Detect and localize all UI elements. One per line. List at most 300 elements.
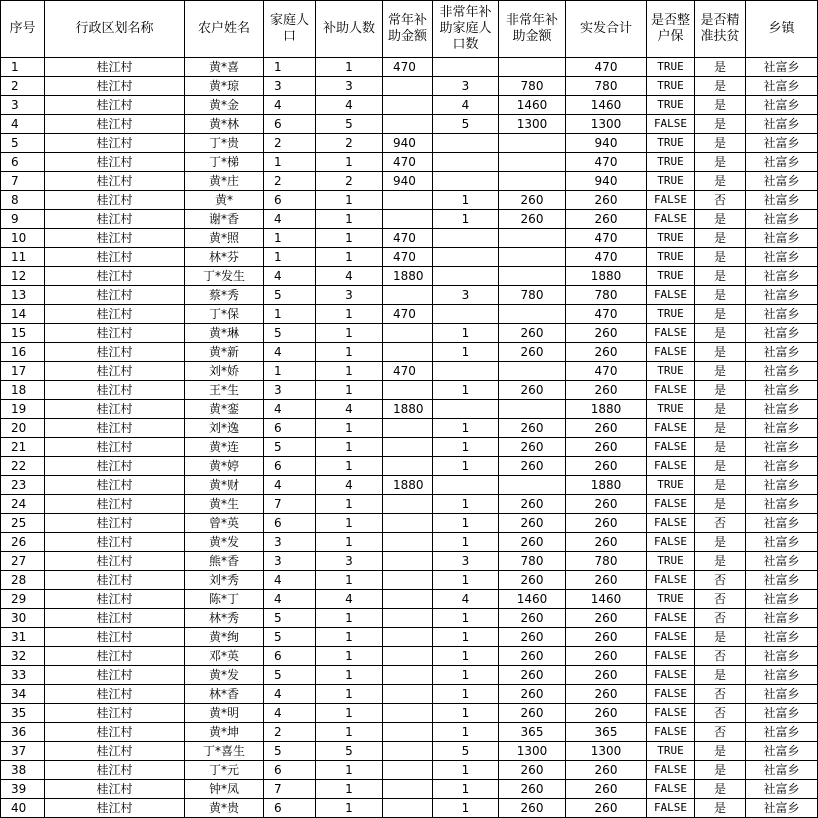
- cell-village: 桂江村: [45, 666, 185, 685]
- cell-household-size: 4: [264, 96, 316, 115]
- table-row: [1, 248, 818, 267]
- cell-total: 260: [566, 609, 647, 628]
- table-row: [1, 666, 818, 685]
- cell-household-size: 4: [264, 571, 316, 590]
- cell-household-size: 2: [264, 172, 316, 191]
- cell-index: 38: [1, 761, 45, 780]
- cell-whole-household: FALSE: [647, 628, 695, 647]
- cell-household-size: 7: [264, 780, 316, 799]
- cell-village: 桂江村: [45, 324, 185, 343]
- cell-irregular-count: [433, 134, 499, 153]
- cell-subsidy-count: 1: [316, 780, 383, 799]
- table-row: [1, 400, 818, 419]
- cell-subsidy-count: 3: [316, 552, 383, 571]
- cell-household-size: 7: [264, 495, 316, 514]
- cell-whole-household: FALSE: [647, 647, 695, 666]
- cell-index: 21: [1, 438, 45, 457]
- cell-regular-amount: 1880: [383, 267, 433, 286]
- cell-village: 桂江村: [45, 134, 185, 153]
- table-row: [1, 305, 818, 324]
- cell-name: 黄*新: [185, 343, 264, 362]
- cell-regular-amount: [383, 647, 433, 666]
- cell-village: 桂江村: [45, 628, 185, 647]
- cell-name: 黄*琼: [185, 77, 264, 96]
- table-row: [1, 267, 818, 286]
- cell-index: 23: [1, 476, 45, 495]
- cell-irregular-count: 1: [433, 780, 499, 799]
- cell-whole-household: TRUE: [647, 96, 695, 115]
- cell-irregular-count: 1: [433, 685, 499, 704]
- cell-village: 桂江村: [45, 343, 185, 362]
- cell-total: 940: [566, 172, 647, 191]
- cell-total: 260: [566, 533, 647, 552]
- cell-regular-amount: [383, 666, 433, 685]
- cell-index: 1: [1, 58, 45, 77]
- cell-township: 社富乡: [746, 647, 818, 666]
- cell-irregular-amount: 260: [499, 324, 566, 343]
- table-row: [1, 343, 818, 362]
- cell-total: 470: [566, 229, 647, 248]
- cell-subsidy-count: 1: [316, 191, 383, 210]
- cell-poverty-alleviation: 是: [695, 286, 746, 305]
- cell-irregular-amount: [499, 153, 566, 172]
- table-row: [1, 685, 818, 704]
- table-row: [1, 723, 818, 742]
- cell-township: 社富乡: [746, 96, 818, 115]
- cell-subsidy-count: 1: [316, 419, 383, 438]
- cell-irregular-amount: 260: [499, 457, 566, 476]
- cell-village: 桂江村: [45, 381, 185, 400]
- cell-index: 6: [1, 153, 45, 172]
- cell-name: 黄*绚: [185, 628, 264, 647]
- cell-irregular-count: 3: [433, 552, 499, 571]
- cell-township: 社富乡: [746, 666, 818, 685]
- cell-irregular-count: 1: [433, 761, 499, 780]
- cell-name: 刘*娇: [185, 362, 264, 381]
- cell-total: 260: [566, 704, 647, 723]
- cell-name: 丁*梯: [185, 153, 264, 172]
- cell-index: 37: [1, 742, 45, 761]
- cell-whole-household: FALSE: [647, 286, 695, 305]
- cell-regular-amount: [383, 590, 433, 609]
- header-cell: 序号: [1, 1, 45, 58]
- cell-poverty-alleviation: 否: [695, 514, 746, 533]
- cell-township: 社富乡: [746, 115, 818, 134]
- cell-name: 钟*凤: [185, 780, 264, 799]
- cell-irregular-count: 1: [433, 457, 499, 476]
- cell-whole-household: FALSE: [647, 210, 695, 229]
- cell-name: 谢*香: [185, 210, 264, 229]
- cell-village: 桂江村: [45, 799, 185, 818]
- cell-index: 5: [1, 134, 45, 153]
- cell-poverty-alleviation: 是: [695, 552, 746, 571]
- cell-total: 260: [566, 571, 647, 590]
- cell-name: 黄*连: [185, 438, 264, 457]
- cell-subsidy-count: 4: [316, 590, 383, 609]
- cell-whole-household: FALSE: [647, 685, 695, 704]
- table-row: [1, 381, 818, 400]
- cell-name: 黄*銮: [185, 400, 264, 419]
- cell-village: 桂江村: [45, 780, 185, 799]
- table-row: [1, 191, 818, 210]
- cell-township: 社富乡: [746, 780, 818, 799]
- cell-township: 社富乡: [746, 134, 818, 153]
- cell-index: 11: [1, 248, 45, 267]
- cell-whole-household: TRUE: [647, 267, 695, 286]
- cell-village: 桂江村: [45, 571, 185, 590]
- cell-poverty-alleviation: 是: [695, 799, 746, 818]
- cell-household-size: 6: [264, 647, 316, 666]
- cell-whole-household: FALSE: [647, 723, 695, 742]
- cell-township: 社富乡: [746, 704, 818, 723]
- cell-household-size: 3: [264, 533, 316, 552]
- table-row: [1, 362, 818, 381]
- cell-poverty-alleviation: 是: [695, 666, 746, 685]
- cell-irregular-count: 1: [433, 628, 499, 647]
- cell-village: 桂江村: [45, 286, 185, 305]
- cell-total: 470: [566, 362, 647, 381]
- cell-whole-household: FALSE: [647, 419, 695, 438]
- cell-total: 260: [566, 457, 647, 476]
- cell-regular-amount: [383, 704, 433, 723]
- cell-whole-household: TRUE: [647, 248, 695, 267]
- cell-subsidy-count: 1: [316, 723, 383, 742]
- cell-township: 社富乡: [746, 248, 818, 267]
- header-cell: 常年补助金额: [383, 1, 433, 58]
- cell-subsidy-count: 1: [316, 609, 383, 628]
- cell-whole-household: TRUE: [647, 305, 695, 324]
- cell-name: 黄*琳: [185, 324, 264, 343]
- cell-irregular-amount: [499, 476, 566, 495]
- cell-subsidy-count: 1: [316, 685, 383, 704]
- cell-poverty-alleviation: 是: [695, 780, 746, 799]
- table-row: [1, 533, 818, 552]
- cell-village: 桂江村: [45, 438, 185, 457]
- cell-total: 260: [566, 628, 647, 647]
- cell-irregular-amount: 260: [499, 704, 566, 723]
- cell-household-size: 1: [264, 58, 316, 77]
- cell-household-size: 3: [264, 552, 316, 571]
- cell-township: 社富乡: [746, 267, 818, 286]
- cell-whole-household: FALSE: [647, 704, 695, 723]
- cell-regular-amount: [383, 495, 433, 514]
- cell-subsidy-count: 1: [316, 153, 383, 172]
- cell-irregular-count: 1: [433, 495, 499, 514]
- cell-household-size: 5: [264, 742, 316, 761]
- cell-poverty-alleviation: 是: [695, 324, 746, 343]
- cell-poverty-alleviation: 是: [695, 400, 746, 419]
- cell-name: 刘*秀: [185, 571, 264, 590]
- cell-subsidy-count: 2: [316, 134, 383, 153]
- cell-whole-household: FALSE: [647, 780, 695, 799]
- cell-household-size: 1: [264, 229, 316, 248]
- cell-township: 社富乡: [746, 381, 818, 400]
- cell-regular-amount: [383, 96, 433, 115]
- cell-household-size: 4: [264, 210, 316, 229]
- table-row: [1, 438, 818, 457]
- cell-poverty-alleviation: 是: [695, 438, 746, 457]
- cell-township: 社富乡: [746, 495, 818, 514]
- cell-subsidy-count: 1: [316, 571, 383, 590]
- cell-total: 780: [566, 77, 647, 96]
- cell-index: 29: [1, 590, 45, 609]
- cell-name: 林*芬: [185, 248, 264, 267]
- cell-subsidy-count: 1: [316, 58, 383, 77]
- cell-irregular-count: 1: [433, 514, 499, 533]
- cell-whole-household: TRUE: [647, 77, 695, 96]
- cell-township: 社富乡: [746, 191, 818, 210]
- cell-index: 9: [1, 210, 45, 229]
- cell-whole-household: TRUE: [647, 476, 695, 495]
- cell-poverty-alleviation: 是: [695, 476, 746, 495]
- cell-regular-amount: 470: [383, 305, 433, 324]
- cell-household-size: 5: [264, 286, 316, 305]
- cell-irregular-amount: 260: [499, 495, 566, 514]
- cell-poverty-alleviation: 否: [695, 571, 746, 590]
- cell-whole-household: FALSE: [647, 761, 695, 780]
- cell-name: 黄*照: [185, 229, 264, 248]
- cell-irregular-amount: 260: [499, 381, 566, 400]
- cell-total: 470: [566, 305, 647, 324]
- cell-household-size: 6: [264, 457, 316, 476]
- table-row: [1, 704, 818, 723]
- cell-subsidy-count: 3: [316, 77, 383, 96]
- cell-index: 28: [1, 571, 45, 590]
- cell-index: 17: [1, 362, 45, 381]
- cell-subsidy-count: 1: [316, 495, 383, 514]
- cell-irregular-amount: 260: [499, 191, 566, 210]
- cell-regular-amount: [383, 343, 433, 362]
- table-row: [1, 115, 818, 134]
- cell-household-size: 1: [264, 153, 316, 172]
- cell-irregular-count: [433, 476, 499, 495]
- cell-village: 桂江村: [45, 742, 185, 761]
- cell-irregular-amount: 260: [499, 628, 566, 647]
- table-row: [1, 628, 818, 647]
- cell-village: 桂江村: [45, 210, 185, 229]
- cell-poverty-alleviation: 是: [695, 134, 746, 153]
- cell-total: 1880: [566, 476, 647, 495]
- cell-index: 39: [1, 780, 45, 799]
- cell-subsidy-count: 2: [316, 172, 383, 191]
- cell-poverty-alleviation: 是: [695, 58, 746, 77]
- table-row: [1, 780, 818, 799]
- table-row: [1, 210, 818, 229]
- cell-total: 260: [566, 514, 647, 533]
- cell-household-size: 4: [264, 704, 316, 723]
- cell-regular-amount: [383, 286, 433, 305]
- cell-poverty-alleviation: 是: [695, 628, 746, 647]
- cell-irregular-amount: 260: [499, 780, 566, 799]
- cell-irregular-count: [433, 58, 499, 77]
- cell-village: 桂江村: [45, 590, 185, 609]
- cell-household-size: 5: [264, 324, 316, 343]
- cell-village: 桂江村: [45, 609, 185, 628]
- cell-whole-household: FALSE: [647, 533, 695, 552]
- cell-index: 3: [1, 96, 45, 115]
- cell-household-size: 4: [264, 343, 316, 362]
- cell-irregular-count: [433, 248, 499, 267]
- cell-regular-amount: [383, 381, 433, 400]
- cell-subsidy-count: 1: [316, 457, 383, 476]
- cell-regular-amount: [383, 685, 433, 704]
- cell-total: 260: [566, 191, 647, 210]
- cell-village: 桂江村: [45, 419, 185, 438]
- table-row: [1, 571, 818, 590]
- cell-irregular-amount: 260: [499, 514, 566, 533]
- cell-total: 260: [566, 381, 647, 400]
- cell-regular-amount: 940: [383, 172, 433, 191]
- cell-subsidy-count: 1: [316, 438, 383, 457]
- cell-irregular-amount: [499, 305, 566, 324]
- cell-name: 黄*贵: [185, 799, 264, 818]
- cell-index: 40: [1, 799, 45, 818]
- cell-index: 36: [1, 723, 45, 742]
- cell-whole-household: TRUE: [647, 58, 695, 77]
- table-row: [1, 495, 818, 514]
- cell-regular-amount: 470: [383, 58, 433, 77]
- cell-poverty-alleviation: 是: [695, 761, 746, 780]
- cell-subsidy-count: 5: [316, 115, 383, 134]
- header-cell: 家庭人口: [264, 1, 316, 58]
- cell-index: 34: [1, 685, 45, 704]
- cell-village: 桂江村: [45, 552, 185, 571]
- cell-township: 社富乡: [746, 476, 818, 495]
- cell-irregular-count: 1: [433, 609, 499, 628]
- cell-household-size: 5: [264, 609, 316, 628]
- cell-poverty-alleviation: 是: [695, 362, 746, 381]
- cell-regular-amount: [383, 77, 433, 96]
- cell-whole-household: TRUE: [647, 742, 695, 761]
- cell-total: 1300: [566, 115, 647, 134]
- cell-irregular-amount: 780: [499, 552, 566, 571]
- cell-name: 黄*喜: [185, 58, 264, 77]
- cell-regular-amount: [383, 628, 433, 647]
- cell-name: 蔡*秀: [185, 286, 264, 305]
- table-row: [1, 286, 818, 305]
- cell-whole-household: FALSE: [647, 381, 695, 400]
- cell-irregular-amount: 1300: [499, 742, 566, 761]
- cell-irregular-amount: [499, 248, 566, 267]
- cell-household-size: 3: [264, 77, 316, 96]
- cell-township: 社富乡: [746, 571, 818, 590]
- header-cell: 农户姓名: [185, 1, 264, 58]
- cell-township: 社富乡: [746, 400, 818, 419]
- cell-village: 桂江村: [45, 704, 185, 723]
- cell-total: 1300: [566, 742, 647, 761]
- cell-index: 32: [1, 647, 45, 666]
- cell-index: 25: [1, 514, 45, 533]
- cell-poverty-alleviation: 是: [695, 343, 746, 362]
- cell-subsidy-count: 1: [316, 666, 383, 685]
- cell-village: 桂江村: [45, 647, 185, 666]
- cell-irregular-count: 1: [433, 343, 499, 362]
- cell-subsidy-count: 1: [316, 761, 383, 780]
- cell-index: 27: [1, 552, 45, 571]
- cell-name: 黄*财: [185, 476, 264, 495]
- cell-township: 社富乡: [746, 324, 818, 343]
- cell-index: 13: [1, 286, 45, 305]
- cell-household-size: 6: [264, 799, 316, 818]
- cell-village: 桂江村: [45, 761, 185, 780]
- cell-whole-household: FALSE: [647, 495, 695, 514]
- cell-name: 丁*贵: [185, 134, 264, 153]
- cell-index: 18: [1, 381, 45, 400]
- cell-irregular-count: 1: [433, 210, 499, 229]
- cell-poverty-alleviation: 是: [695, 305, 746, 324]
- cell-index: 7: [1, 172, 45, 191]
- cell-index: 26: [1, 533, 45, 552]
- cell-village: 桂江村: [45, 685, 185, 704]
- cell-name: 邓*英: [185, 647, 264, 666]
- cell-index: 24: [1, 495, 45, 514]
- cell-household-size: 3: [264, 381, 316, 400]
- cell-total: 780: [566, 286, 647, 305]
- cell-total: 260: [566, 780, 647, 799]
- cell-irregular-count: 4: [433, 590, 499, 609]
- cell-index: 22: [1, 457, 45, 476]
- cell-township: 社富乡: [746, 343, 818, 362]
- cell-household-size: 2: [264, 134, 316, 153]
- header-cell: 行政区划名称: [45, 1, 185, 58]
- cell-irregular-count: 1: [433, 438, 499, 457]
- cell-index: 16: [1, 343, 45, 362]
- cell-subsidy-count: 4: [316, 400, 383, 419]
- cell-poverty-alleviation: 否: [695, 704, 746, 723]
- cell-poverty-alleviation: 是: [695, 381, 746, 400]
- cell-irregular-count: 1: [433, 666, 499, 685]
- cell-total: 260: [566, 419, 647, 438]
- cell-subsidy-count: 4: [316, 476, 383, 495]
- cell-township: 社富乡: [746, 286, 818, 305]
- cell-total: 365: [566, 723, 647, 742]
- cell-poverty-alleviation: 是: [695, 77, 746, 96]
- cell-whole-household: TRUE: [647, 229, 695, 248]
- cell-regular-amount: [383, 723, 433, 742]
- cell-household-size: 6: [264, 761, 316, 780]
- cell-irregular-count: 1: [433, 381, 499, 400]
- cell-household-size: 6: [264, 514, 316, 533]
- cell-regular-amount: 470: [383, 362, 433, 381]
- cell-irregular-count: 1: [433, 324, 499, 343]
- cell-township: 社富乡: [746, 761, 818, 780]
- cell-index: 10: [1, 229, 45, 248]
- cell-township: 社富乡: [746, 533, 818, 552]
- cell-subsidy-count: 1: [316, 514, 383, 533]
- cell-household-size: 5: [264, 438, 316, 457]
- cell-irregular-count: 5: [433, 742, 499, 761]
- cell-index: 30: [1, 609, 45, 628]
- table-row: [1, 324, 818, 343]
- cell-irregular-amount: 260: [499, 685, 566, 704]
- cell-subsidy-count: 1: [316, 343, 383, 362]
- cell-village: 桂江村: [45, 172, 185, 191]
- cell-irregular-amount: 260: [499, 343, 566, 362]
- cell-township: 社富乡: [746, 153, 818, 172]
- cell-index: 33: [1, 666, 45, 685]
- table-row: [1, 609, 818, 628]
- cell-regular-amount: 1880: [383, 476, 433, 495]
- cell-total: 470: [566, 248, 647, 267]
- cell-subsidy-count: 1: [316, 324, 383, 343]
- cell-household-size: 4: [264, 400, 316, 419]
- cell-regular-amount: [383, 742, 433, 761]
- cell-village: 桂江村: [45, 229, 185, 248]
- cell-village: 桂江村: [45, 533, 185, 552]
- cell-village: 桂江村: [45, 115, 185, 134]
- cell-poverty-alleviation: 是: [695, 153, 746, 172]
- cell-irregular-count: 5: [433, 115, 499, 134]
